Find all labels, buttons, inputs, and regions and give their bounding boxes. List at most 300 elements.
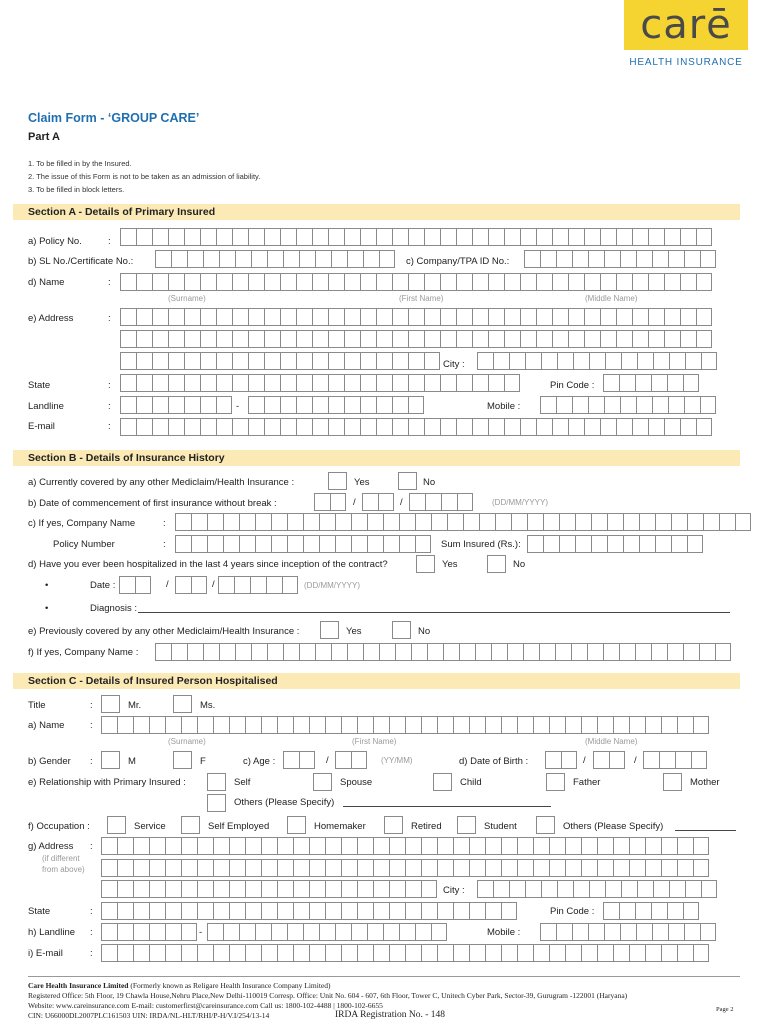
char-box[interactable]	[661, 944, 677, 962]
char-box[interactable]	[635, 374, 651, 392]
char-box[interactable]	[392, 374, 408, 392]
char-box[interactable]	[405, 902, 421, 920]
char-box[interactable]	[389, 944, 405, 962]
age-months-boxes[interactable]	[335, 751, 367, 769]
char-box[interactable]	[213, 902, 229, 920]
char-box[interactable]	[203, 250, 219, 268]
prev-no-checkbox[interactable]	[392, 621, 411, 639]
char-box[interactable]	[687, 535, 703, 553]
char-box[interactable]	[360, 273, 376, 291]
char-box[interactable]	[524, 250, 540, 268]
char-box[interactable]	[239, 923, 255, 941]
char-box[interactable]	[581, 716, 597, 734]
char-box[interactable]	[197, 880, 213, 898]
char-box[interactable]	[392, 228, 408, 246]
char-box[interactable]	[319, 535, 335, 553]
char-box[interactable]	[677, 837, 693, 855]
char-box[interactable]	[287, 923, 303, 941]
char-box[interactable]	[296, 330, 312, 348]
char-box[interactable]	[555, 643, 571, 661]
char-box[interactable]	[165, 859, 181, 877]
char-box[interactable]	[328, 273, 344, 291]
char-box[interactable]	[456, 273, 472, 291]
char-box[interactable]	[184, 374, 200, 392]
char-box[interactable]	[691, 751, 707, 769]
char-box[interactable]	[120, 352, 136, 370]
char-box[interactable]	[632, 228, 648, 246]
char-box[interactable]	[312, 352, 328, 370]
char-box[interactable]	[408, 352, 424, 370]
char-box[interactable]	[184, 330, 200, 348]
char-box[interactable]	[200, 418, 216, 436]
char-box[interactable]	[715, 643, 731, 661]
char-box[interactable]	[149, 944, 165, 962]
char-box[interactable]	[335, 923, 351, 941]
char-box[interactable]	[623, 535, 639, 553]
char-box[interactable]	[120, 374, 136, 392]
char-box[interactable]	[696, 273, 712, 291]
char-box[interactable]	[181, 923, 197, 941]
char-box[interactable]	[165, 880, 181, 898]
char-box[interactable]	[651, 374, 667, 392]
char-box[interactable]	[360, 228, 376, 246]
char-box[interactable]	[619, 902, 635, 920]
char-box[interactable]	[312, 228, 328, 246]
char-box[interactable]	[652, 250, 668, 268]
char-box[interactable]	[613, 837, 629, 855]
char-box[interactable]	[277, 902, 293, 920]
char-box[interactable]	[255, 923, 271, 941]
char-box[interactable]	[197, 902, 213, 920]
char-box[interactable]	[325, 944, 341, 962]
char-box[interactable]	[117, 837, 133, 855]
char-box[interactable]	[171, 250, 187, 268]
char-box[interactable]	[360, 352, 376, 370]
char-box[interactable]	[389, 902, 405, 920]
char-box[interactable]	[693, 837, 709, 855]
diagnosis-line[interactable]	[138, 612, 730, 613]
char-box[interactable]	[661, 859, 677, 877]
char-box[interactable]	[149, 902, 165, 920]
char-box[interactable]	[408, 396, 424, 414]
char-box[interactable]	[293, 944, 309, 962]
char-box[interactable]	[664, 330, 680, 348]
char-box[interactable]	[477, 352, 493, 370]
char-box[interactable]	[493, 880, 509, 898]
char-box[interactable]	[207, 513, 223, 531]
char-box[interactable]	[245, 902, 261, 920]
char-box[interactable]	[197, 716, 213, 734]
char-box[interactable]	[331, 643, 347, 661]
char-box[interactable]	[680, 308, 696, 326]
char-box[interactable]	[216, 374, 232, 392]
landline-boxes[interactable]	[248, 396, 424, 414]
char-box[interactable]	[133, 880, 149, 898]
patient-mobile-boxes[interactable]	[540, 923, 716, 941]
char-box[interactable]	[373, 837, 389, 855]
char-box[interactable]	[629, 944, 645, 962]
char-box[interactable]	[117, 902, 133, 920]
char-box[interactable]	[533, 837, 549, 855]
char-box[interactable]	[479, 513, 495, 531]
char-box[interactable]	[668, 250, 684, 268]
char-box[interactable]	[133, 859, 149, 877]
char-box[interactable]	[328, 374, 344, 392]
sl-no-boxes[interactable]	[155, 250, 395, 268]
char-box[interactable]	[440, 418, 456, 436]
char-box[interactable]	[347, 643, 363, 661]
char-box[interactable]	[200, 330, 216, 348]
char-box[interactable]	[645, 944, 661, 962]
char-box[interactable]	[229, 902, 245, 920]
patient-city-boxes[interactable]	[477, 880, 717, 898]
char-box[interactable]	[223, 535, 239, 553]
char-box[interactable]	[588, 396, 604, 414]
char-box[interactable]	[330, 493, 346, 511]
char-box[interactable]	[181, 902, 197, 920]
char-box[interactable]	[117, 880, 133, 898]
char-box[interactable]	[165, 923, 181, 941]
char-box[interactable]	[584, 308, 600, 326]
char-box[interactable]	[405, 837, 421, 855]
char-box[interactable]	[680, 330, 696, 348]
char-box[interactable]	[671, 513, 687, 531]
char-box[interactable]	[280, 228, 296, 246]
char-box[interactable]	[597, 716, 613, 734]
char-box[interactable]	[536, 228, 552, 246]
self-checkbox[interactable]	[207, 773, 226, 791]
month-boxes[interactable]	[362, 493, 394, 511]
char-box[interactable]	[632, 308, 648, 326]
char-box[interactable]	[309, 859, 325, 877]
char-box[interactable]	[684, 923, 700, 941]
char-box[interactable]	[255, 513, 271, 531]
char-box[interactable]	[591, 513, 607, 531]
char-box[interactable]	[248, 308, 264, 326]
char-box[interactable]	[232, 418, 248, 436]
char-box[interactable]	[409, 493, 425, 511]
char-box[interactable]	[319, 923, 335, 941]
char-box[interactable]	[735, 513, 751, 531]
char-box[interactable]	[181, 837, 197, 855]
char-box[interactable]	[200, 228, 216, 246]
char-box[interactable]	[440, 228, 456, 246]
char-box[interactable]	[136, 418, 152, 436]
char-box[interactable]	[561, 751, 577, 769]
dob-year-boxes[interactable]	[643, 751, 707, 769]
char-box[interactable]	[296, 228, 312, 246]
char-box[interactable]	[261, 902, 277, 920]
char-box[interactable]	[523, 643, 539, 661]
char-box[interactable]	[328, 330, 344, 348]
char-box[interactable]	[303, 535, 319, 553]
char-box[interactable]	[216, 273, 232, 291]
char-box[interactable]	[588, 923, 604, 941]
char-box[interactable]	[376, 273, 392, 291]
char-box[interactable]	[136, 396, 152, 414]
char-box[interactable]	[408, 330, 424, 348]
char-box[interactable]	[517, 859, 533, 877]
char-box[interactable]	[325, 859, 341, 877]
char-box[interactable]	[520, 418, 536, 436]
char-box[interactable]	[556, 923, 572, 941]
char-box[interactable]	[604, 396, 620, 414]
char-box[interactable]	[696, 228, 712, 246]
char-box[interactable]	[264, 308, 280, 326]
char-box[interactable]	[415, 923, 431, 941]
char-box[interactable]	[264, 228, 280, 246]
char-box[interactable]	[540, 923, 556, 941]
char-box[interactable]	[533, 716, 549, 734]
char-box[interactable]	[472, 308, 488, 326]
address-line-3[interactable]	[120, 352, 440, 370]
char-box[interactable]	[616, 228, 632, 246]
char-box[interactable]	[661, 837, 677, 855]
char-box[interactable]	[597, 944, 613, 962]
char-box[interactable]	[619, 643, 635, 661]
char-box[interactable]	[696, 330, 712, 348]
char-box[interactable]	[581, 837, 597, 855]
char-box[interactable]	[341, 902, 357, 920]
char-box[interactable]	[296, 273, 312, 291]
char-box[interactable]	[229, 837, 245, 855]
char-box[interactable]	[575, 513, 591, 531]
policy-number-boxes[interactable]	[175, 535, 431, 553]
char-box[interactable]	[495, 513, 511, 531]
ms-checkbox[interactable]	[173, 695, 192, 713]
char-box[interactable]	[459, 643, 475, 661]
char-box[interactable]	[362, 493, 378, 511]
char-box[interactable]	[101, 837, 117, 855]
char-box[interactable]	[629, 837, 645, 855]
char-box[interactable]	[655, 535, 671, 553]
char-box[interactable]	[376, 352, 392, 370]
dob-day-boxes[interactable]	[545, 751, 577, 769]
char-box[interactable]	[200, 396, 216, 414]
char-box[interactable]	[431, 513, 447, 531]
char-box[interactable]	[200, 374, 216, 392]
char-box[interactable]	[687, 513, 703, 531]
char-box[interactable]	[415, 513, 431, 531]
char-box[interactable]	[267, 643, 283, 661]
char-box[interactable]	[421, 716, 437, 734]
pin-code-boxes[interactable]	[603, 374, 699, 392]
char-box[interactable]	[344, 418, 360, 436]
char-box[interactable]	[152, 330, 168, 348]
char-box[interactable]	[588, 250, 604, 268]
self-employed-checkbox[interactable]	[181, 816, 200, 834]
char-box[interactable]	[700, 250, 716, 268]
char-box[interactable]	[504, 228, 520, 246]
char-box[interactable]	[184, 352, 200, 370]
char-box[interactable]	[191, 513, 207, 531]
char-box[interactable]	[293, 902, 309, 920]
char-box[interactable]	[234, 576, 250, 594]
char-box[interactable]	[424, 228, 440, 246]
char-box[interactable]	[475, 643, 491, 661]
char-box[interactable]	[504, 418, 520, 436]
char-box[interactable]	[623, 513, 639, 531]
char-box[interactable]	[477, 880, 493, 898]
char-box[interactable]	[680, 273, 696, 291]
char-box[interactable]	[517, 837, 533, 855]
char-box[interactable]	[203, 643, 219, 661]
char-box[interactable]	[571, 643, 587, 661]
char-box[interactable]	[645, 716, 661, 734]
char-box[interactable]	[501, 902, 517, 920]
char-box[interactable]	[344, 308, 360, 326]
char-box[interactable]	[218, 576, 234, 594]
hosp-day-boxes[interactable]	[119, 576, 151, 594]
char-box[interactable]	[668, 396, 684, 414]
char-box[interactable]	[443, 643, 459, 661]
char-box[interactable]	[620, 396, 636, 414]
char-box[interactable]	[587, 643, 603, 661]
char-box[interactable]	[293, 716, 309, 734]
char-box[interactable]	[360, 374, 376, 392]
char-box[interactable]	[501, 837, 517, 855]
char-box[interactable]	[344, 396, 360, 414]
char-box[interactable]	[309, 837, 325, 855]
service-checkbox[interactable]	[107, 816, 126, 834]
char-box[interactable]	[168, 228, 184, 246]
char-box[interactable]	[216, 308, 232, 326]
char-box[interactable]	[248, 330, 264, 348]
char-box[interactable]	[271, 535, 287, 553]
char-box[interactable]	[325, 716, 341, 734]
char-box[interactable]	[440, 374, 456, 392]
char-box[interactable]	[664, 308, 680, 326]
char-box[interactable]	[248, 352, 264, 370]
others-specify-line[interactable]	[343, 806, 551, 807]
char-box[interactable]	[485, 837, 501, 855]
prev-company-boxes[interactable]	[155, 643, 731, 661]
char-box[interactable]	[341, 859, 357, 877]
char-box[interactable]	[589, 880, 605, 898]
char-box[interactable]	[600, 273, 616, 291]
char-box[interactable]	[152, 273, 168, 291]
mother-checkbox[interactable]	[663, 773, 682, 791]
char-box[interactable]	[232, 352, 248, 370]
char-box[interactable]	[597, 837, 613, 855]
char-box[interactable]	[232, 228, 248, 246]
char-box[interactable]	[651, 643, 667, 661]
char-box[interactable]	[609, 751, 625, 769]
char-box[interactable]	[504, 330, 520, 348]
char-box[interactable]	[632, 330, 648, 348]
char-box[interactable]	[392, 418, 408, 436]
char-box[interactable]	[119, 576, 135, 594]
char-box[interactable]	[635, 643, 651, 661]
char-box[interactable]	[648, 308, 664, 326]
char-box[interactable]	[651, 902, 667, 920]
char-box[interactable]	[693, 859, 709, 877]
char-box[interactable]	[344, 228, 360, 246]
patient-address-line-1[interactable]	[101, 837, 709, 855]
char-box[interactable]	[376, 374, 392, 392]
char-box[interactable]	[376, 330, 392, 348]
char-box[interactable]	[351, 751, 367, 769]
char-box[interactable]	[344, 352, 360, 370]
dob-month-boxes[interactable]	[593, 751, 625, 769]
char-box[interactable]	[453, 902, 469, 920]
char-box[interactable]	[299, 643, 315, 661]
char-box[interactable]	[245, 859, 261, 877]
occ-others-checkbox[interactable]	[536, 816, 555, 834]
state-boxes[interactable]	[120, 374, 520, 392]
char-box[interactable]	[293, 880, 309, 898]
email-boxes[interactable]	[120, 418, 712, 436]
char-box[interactable]	[299, 751, 315, 769]
char-box[interactable]	[181, 859, 197, 877]
char-box[interactable]	[620, 250, 636, 268]
char-box[interactable]	[360, 396, 376, 414]
char-box[interactable]	[572, 923, 588, 941]
char-box[interactable]	[605, 352, 621, 370]
day-boxes[interactable]	[314, 493, 346, 511]
homemaker-checkbox[interactable]	[287, 816, 306, 834]
char-box[interactable]	[101, 902, 117, 920]
char-box[interactable]	[421, 859, 437, 877]
char-box[interactable]	[303, 513, 319, 531]
char-box[interactable]	[149, 859, 165, 877]
char-box[interactable]	[504, 273, 520, 291]
char-box[interactable]	[520, 308, 536, 326]
char-box[interactable]	[536, 273, 552, 291]
char-box[interactable]	[152, 418, 168, 436]
char-box[interactable]	[373, 944, 389, 962]
char-box[interactable]	[325, 902, 341, 920]
char-box[interactable]	[677, 716, 693, 734]
char-box[interactable]	[191, 535, 207, 553]
char-box[interactable]	[568, 330, 584, 348]
char-box[interactable]	[152, 308, 168, 326]
char-box[interactable]	[636, 396, 652, 414]
char-box[interactable]	[421, 944, 437, 962]
char-box[interactable]	[408, 418, 424, 436]
char-box[interactable]	[517, 716, 533, 734]
char-box[interactable]	[603, 643, 619, 661]
char-box[interactable]	[440, 273, 456, 291]
char-box[interactable]	[603, 902, 619, 920]
char-box[interactable]	[425, 493, 441, 511]
char-box[interactable]	[373, 880, 389, 898]
char-box[interactable]	[565, 944, 581, 962]
char-box[interactable]	[101, 944, 117, 962]
char-box[interactable]	[197, 859, 213, 877]
char-box[interactable]	[652, 396, 668, 414]
char-box[interactable]	[509, 352, 525, 370]
address-line-2[interactable]	[120, 330, 712, 348]
char-box[interactable]	[357, 902, 373, 920]
char-box[interactable]	[456, 374, 472, 392]
char-box[interactable]	[341, 837, 357, 855]
char-box[interactable]	[696, 418, 712, 436]
char-box[interactable]	[511, 513, 527, 531]
char-box[interactable]	[621, 880, 637, 898]
char-box[interactable]	[543, 513, 559, 531]
char-box[interactable]	[616, 308, 632, 326]
patient-std-boxes[interactable]	[101, 923, 197, 941]
char-box[interactable]	[677, 859, 693, 877]
char-box[interactable]	[389, 837, 405, 855]
hosp-year-boxes[interactable]	[218, 576, 298, 594]
char-box[interactable]	[245, 837, 261, 855]
char-box[interactable]	[335, 535, 351, 553]
char-box[interactable]	[213, 944, 229, 962]
char-box[interactable]	[488, 418, 504, 436]
char-box[interactable]	[312, 330, 328, 348]
